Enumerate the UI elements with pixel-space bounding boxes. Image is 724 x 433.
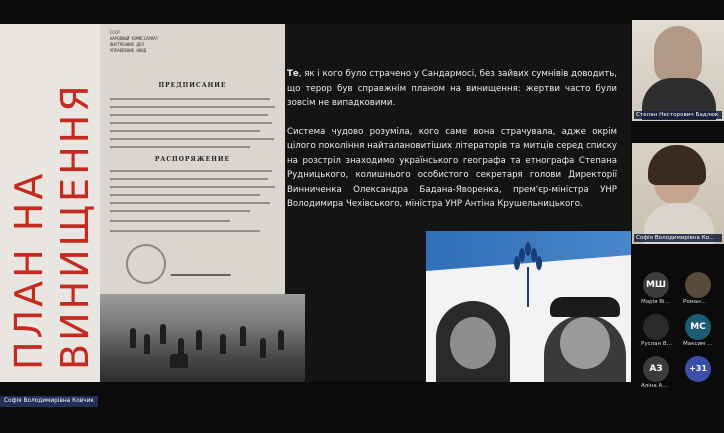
participant-avatar[interactable]: АЗ bbox=[643, 356, 669, 382]
document-stamp bbox=[126, 244, 166, 284]
participant-label: Роман... bbox=[683, 299, 707, 305]
document-subheading: РАСПОРЯЖЕНИЕ bbox=[154, 156, 231, 163]
document-signature bbox=[170, 256, 237, 276]
participant-avatar[interactable] bbox=[643, 314, 669, 340]
wheat-emblem-icon bbox=[508, 239, 548, 311]
document-heading: ПРЕДПИСАНИЕ bbox=[158, 82, 227, 89]
participant-label: Руслан В... bbox=[641, 341, 672, 347]
archival-document-image bbox=[100, 24, 285, 294]
participant-label: Максим ... bbox=[683, 341, 713, 347]
video-tile-participant[interactable] bbox=[632, 20, 724, 121]
participant-name: Степан Несторович Бадлюк bbox=[634, 111, 722, 119]
participant-label: Аліна А... bbox=[641, 383, 668, 389]
document-letterhead: СССР НАРОДНЫЙ КОМИССАРИАТ ВНУТРЕННИХ ДЕЛ УПРАВЛЕНИЕ НКВД bbox=[110, 30, 159, 53]
participant-avatar[interactable]: МС bbox=[685, 314, 711, 340]
slide-text bbox=[287, 67, 617, 226]
slide-paragraph-1: Те, як і кого було страчено у Сандармосі, без зайвих сумнівів доводить, що терор був справжнім планом на винищення: жертви часто були зовсім не випадковими. bbox=[287, 69, 617, 108]
slide-paragraph-2: Система чудово розуміла, кого саме вона страчувала, адже окрім цілого покоління найталановитіших літераторів та митців серед списку на розстріл знаходимо українського географа та етнографа Степана Рудницького, колишнього особистого секретаря голови Директорії Винниченка Олександра Бадана-Яворенка, прем'єр-міністра УНР Володимира Чехівського, міністра УНР Антіна Крушельницького. bbox=[287, 126, 617, 209]
slide-vertical-title: ПЛАН НА ВИНИЩЕННЯ bbox=[7, 82, 97, 370]
participant-name: Софія Володимирівна Ко... bbox=[634, 234, 722, 242]
shared-screen bbox=[0, 24, 631, 382]
more-participants-button[interactable]: +31 bbox=[685, 356, 711, 382]
participant-video bbox=[654, 26, 702, 84]
participant-avatar[interactable]: МШ bbox=[643, 272, 669, 298]
participant-label: Марія Ві... bbox=[641, 299, 670, 305]
participant-gallery[interactable] bbox=[631, 0, 724, 433]
participant-avatar[interactable] bbox=[685, 272, 711, 298]
presenter-name-label: Софія Володимирівна Ковчик bbox=[0, 396, 98, 407]
historical-photo-execution bbox=[100, 294, 305, 382]
slide-title-panel bbox=[0, 24, 100, 382]
video-tile-participant[interactable] bbox=[632, 143, 724, 244]
portrait-collage-image bbox=[426, 231, 631, 382]
